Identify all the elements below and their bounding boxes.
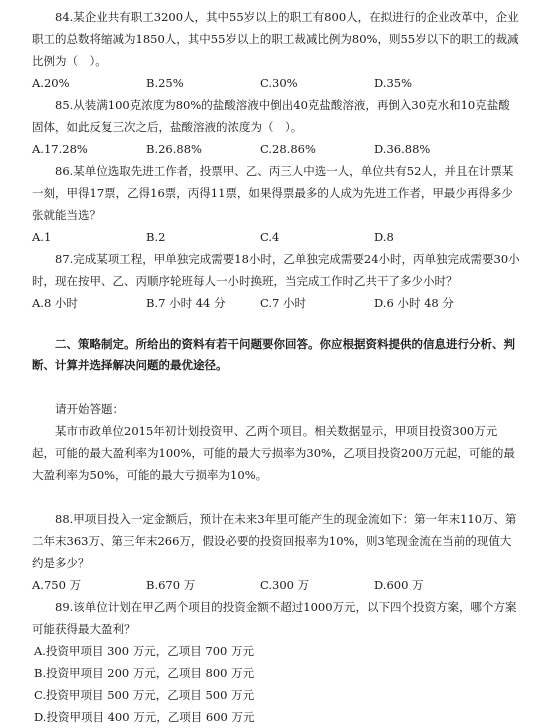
option-b: B.投资甲项目 200 万元，乙项目 800 万元: [34, 666, 255, 680]
option-c: C.28.86%: [260, 142, 316, 156]
option-c: C.30%: [260, 76, 298, 90]
option-d: D.600 万: [374, 578, 424, 592]
option-a: A.投资甲项目 300 万元，乙项目 700 万元: [34, 644, 254, 658]
start-prompt: 请开始答题：: [55, 402, 124, 416]
option-b: B.2: [146, 230, 166, 244]
spacer: [32, 486, 520, 508]
option-a: A.20%: [32, 76, 70, 90]
option-a: A.750 万: [32, 578, 82, 592]
option-b: B.25%: [146, 76, 184, 90]
option-c: C.4: [260, 230, 280, 244]
question-86-options: [32, 226, 520, 248]
option-d: D.36.88%: [374, 142, 431, 156]
section-heading: 二、策略制定。所给出的资料有若干问题要你回答。你应根据资料提供的信息进行分析、判断、计算并选择解决问题的最优途径。: [32, 337, 515, 372]
option-d: D.8: [374, 230, 394, 244]
spacer: [32, 376, 520, 398]
option-c: C.7 小时: [260, 296, 307, 310]
question-84-options: [32, 72, 520, 94]
option-b: B.7 小时 44 分: [146, 296, 226, 310]
option-c: C.300 万: [260, 578, 310, 592]
question-85-text: 85.从装满100克浓度为80%的盐酸溶液中倒出40克盐酸溶液，再倒入30克水和10克盐酸固体，如此反复三次之后，盐酸溶液的浓度为（ ）。: [32, 98, 510, 134]
question-87-options: [32, 292, 520, 314]
option-b: B.26.88%: [146, 142, 202, 156]
question-85-options: [32, 138, 520, 160]
material-text: 某市市政单位2015年初计划投资甲、乙两个项目。相关数据显示，甲项目投资300万元起，可能的最大盈利率为100%，可能的最大亏损率为30%，乙项目投资200万元起，可能的最大盈利率为50%，可能的最大亏损率为10%。: [32, 424, 515, 482]
option-a: A.17.28%: [32, 142, 88, 156]
question-88-text: 88.甲项目投入一定金额后，预计在未来3年里可能产生的现金流如下：第一年末110万、第二年末363万、第三年末266万，假设必要的投资回报率为10%，则3笔现金流在当前的现值大约是多少？: [32, 512, 517, 570]
option-b: B.670 万: [146, 578, 196, 592]
option-d: D.35%: [374, 76, 413, 90]
option-a: A.1: [32, 230, 52, 244]
question-87-text: 87.完成某项工程，甲单独完成需要18小时，乙单独完成需要24小时，丙单独完成需要30小时，现在按甲、乙、丙顺序轮班每人一小时换班，当完成工作时乙共干了多少小时？: [32, 252, 520, 288]
option-d: D.6 小时 48 分: [374, 296, 454, 310]
question-86-text: 86.某单位选取先进工作者，投票甲、乙、丙三人中选一人，单位共有52人，并且在计票某一刻，甲得17票，乙得16票，丙得11票，如果得票最多的人成为先进工作者，甲最少再得多少张就能当选？: [32, 164, 514, 222]
option-a: A.8 小时: [32, 296, 78, 310]
option-d: D.投资甲项目 400 万元，乙项目 600 万元: [34, 710, 255, 724]
question-84-text: 84.某企业共有职工3200人，其中55岁以上的职工有800人，在拟进行的企业改革中，企业职工的总数将缩减为1850人，其中55岁以上的职工裁减比例为80%，则55岁以下的职工的裁减比例为（ ）。: [32, 10, 519, 68]
spacer: [32, 314, 520, 334]
question-89-text: 89.该单位计划在甲乙两个项目的投资金额不超过1000万元，以下四个投资方案，哪个方案可能获得最大盈利？: [32, 600, 517, 636]
question-88-options: [32, 574, 520, 596]
option-c: C.投资甲项目 500 万元，乙项目 500 万元: [34, 688, 255, 702]
